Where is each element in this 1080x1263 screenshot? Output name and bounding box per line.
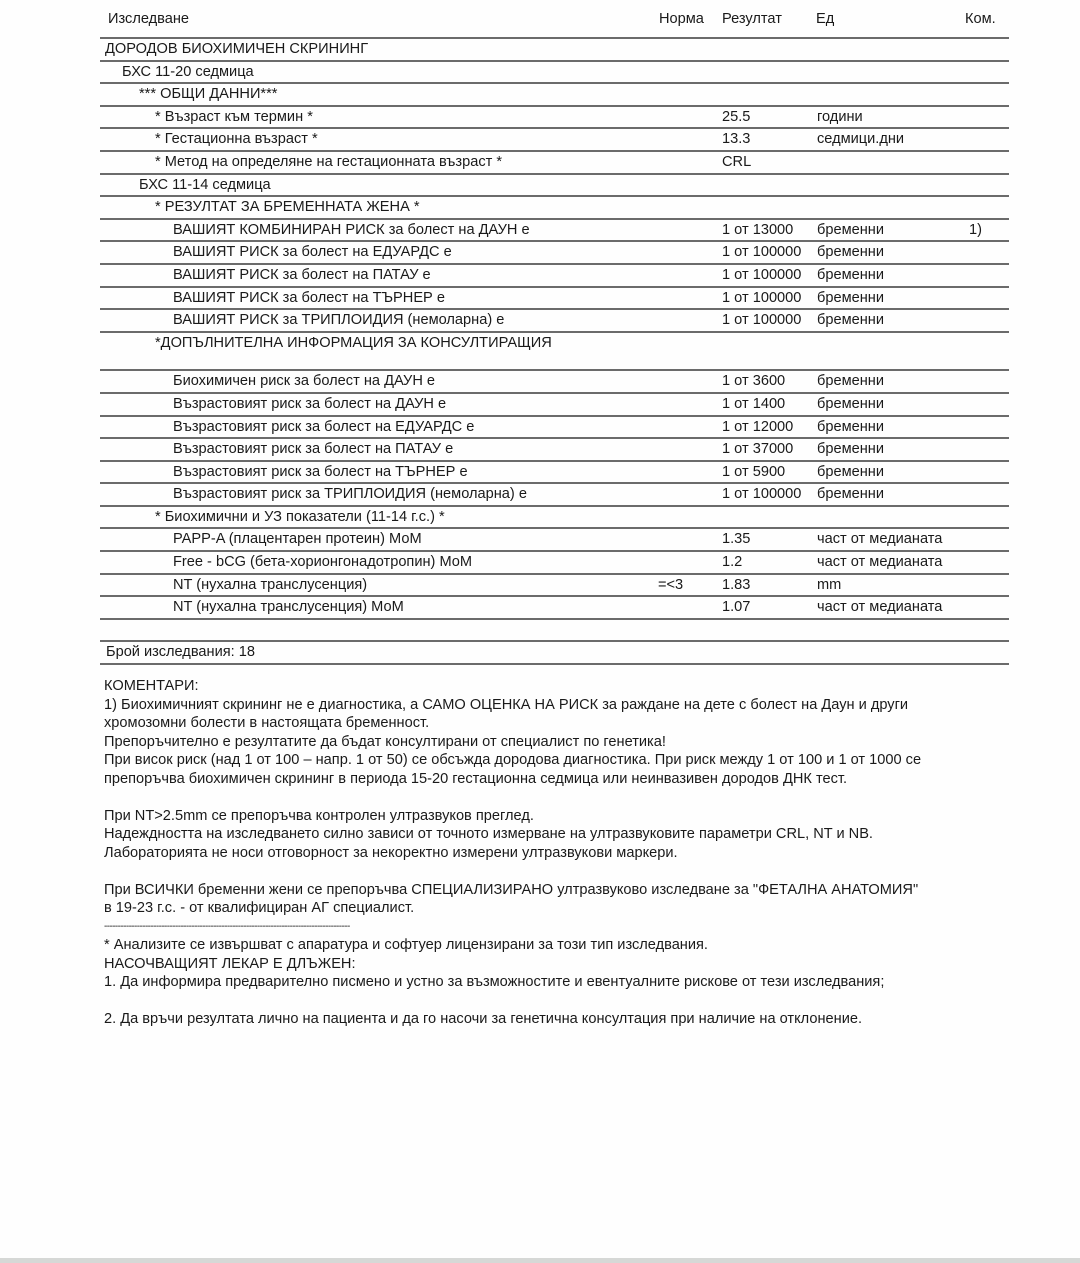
row-result: 1 от 100000 [722, 266, 802, 283]
row-result: 1 от 1400 [722, 395, 786, 412]
row-unit: бременни [817, 395, 885, 412]
table-row [100, 218, 1009, 241]
footer-line: НАСОЧВАЩИЯТ ЛЕКАР Е ДЛЪЖЕН: [104, 955, 356, 972]
row-result: 25.5 [722, 108, 751, 125]
row-name: Възрастовият риск за ТРИПЛОИДИЯ (немоларна) е [173, 486, 527, 503]
row-name: Free - bCG (бета-хорионгонадотропин) МоМ [173, 554, 473, 571]
row-name: Възрастовият риск за болест на ЕДУАРДС е [173, 418, 475, 435]
comment-line: хромозомни болести в настоящата бременност. [104, 715, 430, 731]
comment-line: Надеждността на изследването силно зависи от точното измерване на ултразвуковите параметри CRL, NT и NB. [104, 826, 873, 842]
comment-line: препоръчва биохимичен скрининг в периода 15-20 гестационна седмица или неинвазивен дородов ДНК тест. [104, 770, 848, 787]
section-row [100, 195, 1009, 218]
row-unit: бременни [817, 244, 885, 261]
table-header [100, 0, 1009, 37]
header-result: Резултат [722, 11, 782, 27]
row-result: 1 от 12000 [722, 418, 794, 435]
comment-line: При ВСИЧКИ бременни жени се препоръчва СПЕЦИАЛИЗИРАНО ултразвуково изследване за "ФЕТАЛНА АНАТОМИЯ" [104, 881, 919, 898]
section-row [100, 331, 1009, 370]
table-row [100, 127, 1009, 150]
comment-line: 1) Биохимичният скрининг не е диагностика, а САМО ОЦЕНКА НА РИСК за раждане на дете с болест на Даун и други [104, 696, 909, 713]
comment-line: Препоръчително е резултатите да бъдат консултирани от специалист по генетика! [104, 733, 666, 750]
row-name: Възрастовият риск за болест на ДАУН е [173, 395, 447, 412]
separator-line: ------------------------------------------------------------------------------------------ [104, 920, 350, 932]
row-unit: част от медианата [817, 554, 943, 571]
row-result: 1 от 100000 [722, 486, 802, 503]
table-row [100, 595, 1009, 620]
row-unit: бременни [817, 463, 885, 480]
row-name: * Биохимични и УЗ показатели (11-14 г.с.) * [155, 508, 445, 525]
row-unit: бременни [817, 441, 885, 458]
row-name: ВАШИЯТ РИСК за болест на ТЪРНЕР е [173, 289, 445, 306]
row-name: NT (нухална транслусенция) [173, 576, 368, 593]
header-unit: Ед [816, 11, 835, 27]
table-row [100, 437, 1009, 460]
row-comment: 1) [969, 221, 982, 238]
row-result: 1 от 100000 [722, 312, 802, 329]
row-unit: бременни [817, 289, 885, 306]
section-row [100, 505, 1009, 528]
row-unit: бременни [817, 418, 885, 435]
row-name: БХС 11-14 седмица [139, 176, 271, 193]
page-bottom-edge [0, 1258, 1080, 1263]
row-unit: бременни [817, 486, 885, 503]
spacer [104, 862, 1024, 881]
row-unit: бременни [817, 266, 885, 283]
row-result: 1 от 13000 [722, 221, 794, 238]
comments-section [104, 677, 1024, 1029]
row-name: ВАШИЯТ РИСК за ТРИПЛОИДИЯ (немоларна) е [173, 312, 505, 329]
comment-line: Лабораторията не носи отговорност за некоректно измерени ултразвукови маркери. [104, 844, 678, 861]
row-result: 1.07 [722, 599, 751, 616]
row-unit: години [817, 108, 863, 125]
test-count-row [100, 640, 1009, 665]
section-row [100, 60, 1009, 83]
table-row [100, 369, 1009, 392]
row-name: * Гестационна възраст * [155, 131, 318, 148]
spacer [104, 992, 1024, 1011]
footer-line: 1. Да информира предварително писмено и устно за възможностите и евентуалните рискове от тези изследвания; [104, 974, 885, 990]
row-result: 1 от 5900 [722, 463, 786, 480]
table-row [100, 392, 1009, 415]
row-result: 1 от 37000 [722, 441, 794, 458]
section-row [100, 173, 1009, 196]
footer-line: * Анализите се извършват с апаратура и софтуер лицензирани за този тип изследвания. [104, 937, 708, 953]
table-row [100, 550, 1009, 573]
table-row [100, 263, 1009, 286]
row-name: * Метод на определяне на гестационната възраст * [155, 153, 503, 170]
row-unit: седмици.дни [817, 131, 905, 148]
header-norm: Норма [659, 11, 704, 27]
row-name: * РЕЗУЛТАТ ЗА БРЕМЕННАТА ЖЕНА * [155, 199, 420, 216]
section-row [100, 82, 1009, 105]
table-row [100, 573, 1009, 596]
row-unit: mm [817, 576, 842, 593]
row-name: *ДОПЪЛНИТЕЛНА ИНФОРМАЦИЯ ЗА КОНСУЛТИРАЩИЯ [155, 334, 552, 351]
row-name: ВАШИЯТ КОМБИНИРАН РИСК за болест на ДАУН е [173, 221, 530, 238]
row-name: Биохимичен риск за болест на ДАУН е [173, 373, 436, 390]
table-row [100, 240, 1009, 263]
row-unit: бременни [817, 221, 885, 238]
table-row [100, 415, 1009, 438]
header-comment: Ком. [965, 11, 996, 27]
row-unit: част от медианата [817, 531, 943, 548]
test-count: Брой изследвания: 18 [106, 644, 255, 660]
row-name: Възрастовият риск за болест на ПАТАУ е [173, 441, 454, 458]
row-result: 1 от 100000 [722, 289, 802, 306]
row-name: NT (нухална транслусенция) МоМ [173, 599, 404, 616]
row-unit: част от медианата [817, 599, 943, 616]
footer-line: 2. Да връчи резултата лично на пациента и да го насочи за генетична консултация при наличие на отклонение. [104, 1011, 863, 1027]
row-norm: =<3 [658, 576, 684, 593]
row-result: 1.83 [722, 576, 751, 593]
results-table [100, 0, 1009, 620]
comment-line: При NT>2.5mm се препоръчва контролен ултразвуков преглед. [104, 807, 534, 824]
row-name: *** ОБЩИ ДАННИ*** [139, 86, 278, 103]
table-row [100, 527, 1009, 550]
row-result: 1.2 [722, 554, 743, 571]
row-result: 1 от 100000 [722, 244, 802, 261]
row-result: 1 от 3600 [722, 373, 786, 390]
row-name: Възрастовият риск за болест на ТЪРНЕР е [173, 463, 468, 480]
row-unit: бременни [817, 373, 885, 390]
table-row [100, 482, 1009, 505]
row-name: ДОРОДОВ БИОХИМИЧЕН СКРИНИНГ [105, 41, 369, 57]
comment-line: При висок риск (над 1 от 100 – напр. 1 от 50) се обсъжда дородова диагностика. При риск между 1 от 100 и 1 от 1000 се [104, 752, 922, 768]
table-row [100, 286, 1009, 309]
row-name: ВАШИЯТ РИСК за болест на ПАТАУ е [173, 266, 431, 283]
spacer [104, 788, 1024, 807]
row-name: ВАШИЯТ РИСК за болест на ЕДУАРДС е [173, 244, 452, 261]
row-name: * Възраст към термин * [155, 108, 313, 125]
table-row [100, 150, 1009, 173]
row-result: CRL [722, 153, 752, 170]
comments-title: КОМЕНТАРИ: [104, 678, 199, 694]
section-row [100, 37, 1009, 60]
row-name: БХС 11-20 седмица [122, 63, 254, 80]
header-test-name: Изследване [108, 11, 190, 27]
table-row [100, 460, 1009, 483]
row-result: 1.35 [722, 531, 751, 548]
table-row [100, 105, 1009, 128]
table-row [100, 308, 1009, 331]
row-name: PAPP-A (плацентарен протеин) МоМ [173, 531, 422, 548]
comment-line: в 19-23 г.с. - от квалифициран АГ специалист. [104, 900, 415, 916]
row-unit: бременни [817, 312, 885, 329]
row-result: 13.3 [722, 131, 751, 148]
